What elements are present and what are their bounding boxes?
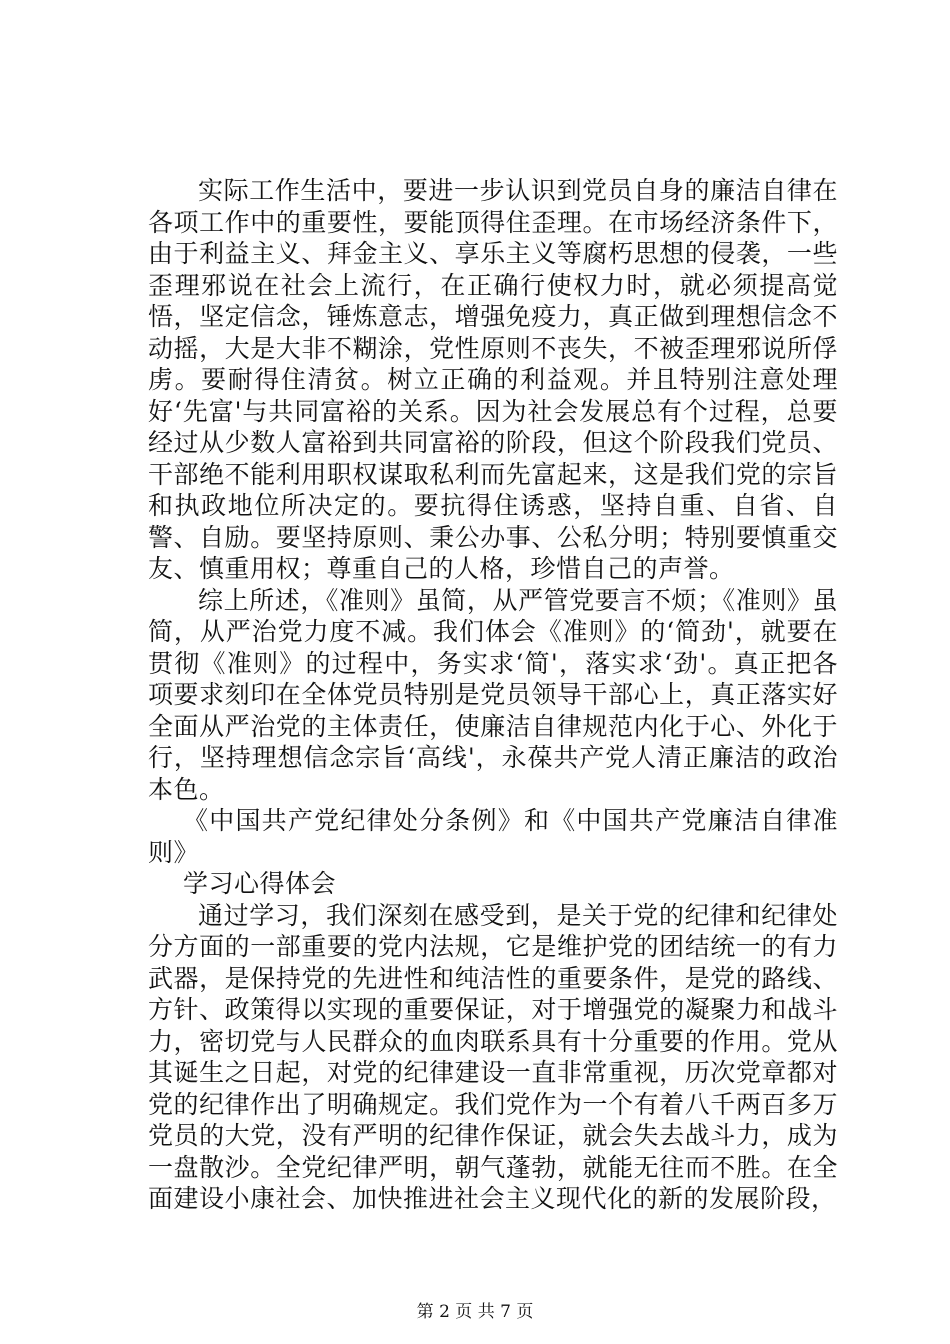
paragraph-learning-reflection: 通过学习，我们深刻在感受到，是关于党的纪律和纪律处分方面的一部重要的党内法规，它是维护党的团结统一的有力武器，是保持党的先进性和纯洁性的重要条件，是党的路线、方针、政策得以实现的重要保证，对于增强党的凝聚力和战斗力，密切党与人民群众的血肉联系具有十分重要的作用。党从其诞生之日起，对党的纪律建设一直非常重视，历次党章都对党的纪律作出了明确规定。我们党作为一个有着八千两百多万党员的大党，没有严明的纪律作保证，就会失去战斗力，成为一盘散沙。全党纪律严明，朝气蓬勃，就能无往而不胜。在全面建设小康社会、加快推进社会主义现代化的新的发展阶段， bbox=[148, 900, 838, 1213]
paragraph-integrity-self-discipline: 实际工作生活中，要进一步认识到党员自身的廉洁自律在各项工作中的重要性，要能顶得住歪理。在市场经济条件下，由于利益主义、拜金主义、享乐主义等腐朽思想的侵袭，一些歪理邪说在社会上流行，在正确行使权力时，就必须提高觉悟，坚定信念，锤炼意志，增强免疫力，真正做到理想信念不动摇，大是大非不糊涂，党性原则不丧失，不被歪理邪说所俘虏。要耐得住清贫。树立正确的利益观。并且特别注意处理好‘先富'与共同富裕的关系。因为社会发展总有个过程，总要经过从少数人富裕到共同富裕的阶段，但这个阶段我们党员、干部绝不能利用职权谋取私利而先富起来，这是我们党的宗旨和执政地位所决定的。要抗得住诱惑，坚持自重、自省、自警、自励。要坚持原则、秉公办事、公私分明；特别要慎重交友、慎重用权；尊重自己的人格，珍惜自己的声誉。 bbox=[148, 176, 838, 583]
document-body bbox=[148, 175, 838, 1215]
section-title: 《中国共产党纪律处分条例》和《中国共产党廉洁自律准则》 bbox=[148, 806, 838, 867]
page-number-footer: 第 2 页 共 7 页 bbox=[416, 1302, 534, 1322]
paragraph-summary: 综上所述，《准则》虽简，从严管党要言不烦；《准则》虽简，从严治党力度不减。我们体会《准则》的‘简劲'，就要在贯彻《准则》的过程中，务实求‘简'，落实求‘劲'。真正把各项要求刻印在全体党员特别是党员领导干部心上，真正落实好全面从严治党的主体责任，使廉洁自律规范内化于心、外化于行，坚持理想信念宗旨‘高线'，永葆共产党人清正廉洁的政治本色。 bbox=[148, 585, 838, 804]
section-subtitle: 学习心得体会 bbox=[183, 869, 337, 898]
